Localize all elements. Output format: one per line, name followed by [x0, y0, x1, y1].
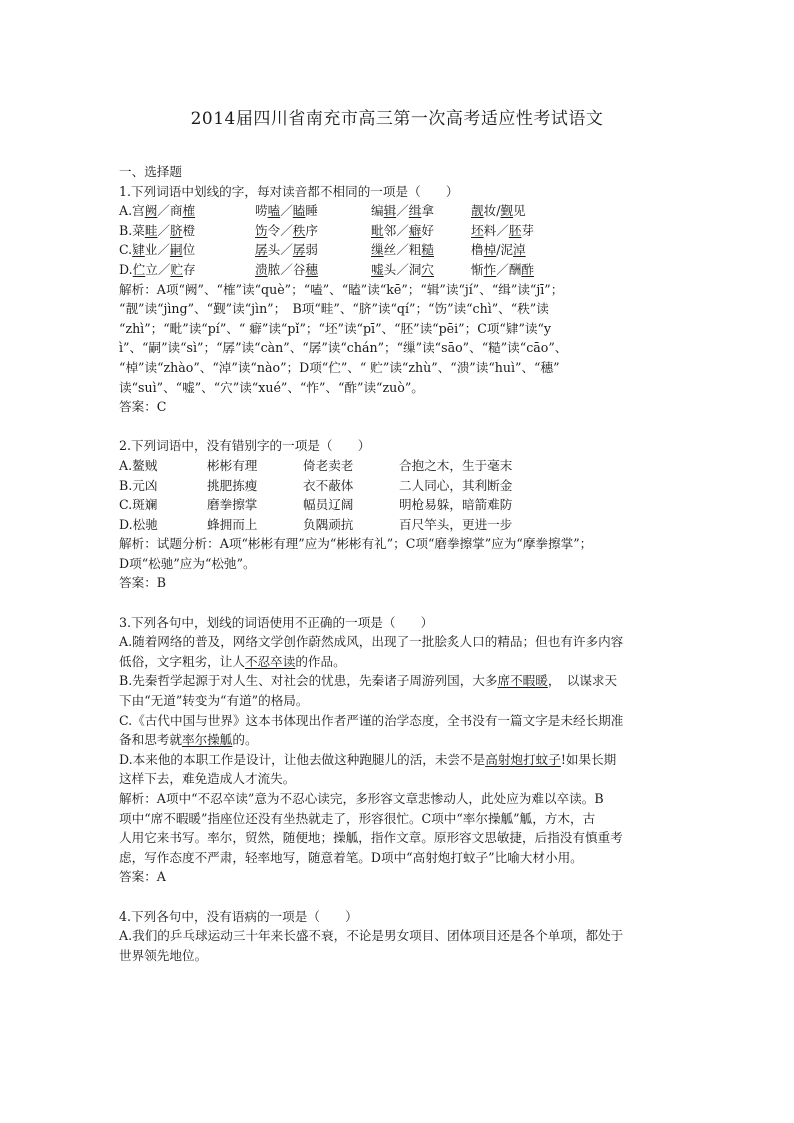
q3-option-c-line: 备和思考就率尔操觚的。 — [119, 732, 258, 748]
underlined-phrase: 率尔操觚 — [181, 732, 233, 748]
page-title: 2014届四川省南充市高三第一次高考适应性考试语文 — [190, 109, 604, 129]
q1-answer: 答案：C — [119, 399, 167, 415]
q2-option-c: C.斑斓 磨拳擦掌 幅员辽阔 明枪易躲，暗箭难防 — [119, 497, 513, 513]
q3-analysis-line: 解析：A项中“不忍卒读”意为不忍心读完，多形容文章悲惨动人，此处应为难以卒读。B — [119, 791, 604, 806]
question-2-stem: 2.下列词语中，没有错别字的一项是（ ） — [119, 438, 371, 454]
question-1-stem: 1.下列词语中划线的字，每对读音都不相同的一项是（ ） — [119, 183, 459, 199]
q2-option-a: A.鳌贼 彬彬有理 倚老卖老 合抱之木，生于毫末 — [119, 457, 513, 473]
underlined-phrase: 席不暇暖 — [497, 673, 548, 689]
q3-answer: 答案：A — [119, 869, 166, 885]
q2-option-d: D.松驰 蜂拥而上 负隅顽抗 百尺竿头，更进一步 — [119, 516, 513, 532]
question-3-stem: 3.下列各句中，划线的词语使用不正确的一项是（ ） — [119, 614, 434, 630]
q1-analysis-line: 解析：A项“阙”、“榷”读“què”；“嗑”、“瞌”读“kē”；“辑”读“jí”、“缉”读“jī”； — [119, 281, 564, 297]
q1-analysis-line: ì”、“嗣”读“sì”；“孱”读“càn”、“孱”读“chán”；“缫”读“sāo”、“糙”读“cāo”、 — [119, 340, 568, 356]
section-heading: 一、选择题 — [119, 164, 182, 179]
document-body — [119, 162, 679, 965]
question-4-stem: 4.下列各句中，没有语病的一项是（ ） — [119, 908, 358, 924]
q3-option-d-line: D.本来他的本职工作是设计，让他去做这种跑腿儿的活，未尝不是高射炮打蚊子!如果长期 — [119, 751, 617, 767]
q1-analysis-line: 读“suì”、“嘘”、“穴”读“xué”、“怍”、“酢”读“zuò”。 — [119, 379, 424, 395]
underlined-phrase: 高射炮打蚊子 — [485, 751, 561, 767]
q1-option-c: C.肄业／嗣位 孱头／孱弱 缫丝／粗糙 橹棹/泥淖 — [119, 242, 526, 258]
q2-option-b: B.元凶 挑肥拣瘦 衣不蔽体 二人同心，其利断金 — [119, 477, 513, 493]
q3-option-a-line: 低俗，文字粗劣，让人不忍卒读的作品。 — [119, 653, 346, 669]
q1-option-d: D.伫立／贮存 溃脓／谷穗 嘘头／洞穴 惭怍／酬酢 — [119, 261, 534, 277]
q2-analysis-line: D项“松驰”应为“松弛”。 — [119, 555, 256, 571]
q2-analysis-line: 解析：试题分析：A项“彬彬有理”应为“彬彬有礼”；C项“磨拳擦掌”应为“摩拳擦掌”； — [119, 536, 593, 552]
q3-analysis-line: 人用它来书写。率尔，贸然，随便地；操觚，指作文章。原形容文思敏捷，后指没有慎重考 — [119, 830, 623, 846]
q1-analysis-line: “靓”读“jìng”、“觐”读“jìn”； B项“畦”、“脐”读“qí”；“饬”读“chì”、“秩”读 — [119, 301, 549, 317]
q3-analysis-line: 虑，写作态度不严肃，轻率地写，随意着笔。D项中“高射炮打蚊子”比喻大材小用。 — [119, 849, 583, 865]
q4-option-a-line: 世界领先地位。 — [119, 947, 208, 963]
q2-answer: 答案：B — [119, 575, 167, 591]
q3-option-d-line: 这样下去，难免造成人才流失。 — [119, 771, 296, 787]
q1-analysis-line: “棹”读“zhào”、“淖”读“nào”；D项“伫”、“ 贮”读“zhù”、“溃”读“huì”、“穗” — [119, 359, 560, 375]
q1-option-b: B.菜畦／脐橙 饬令／秩序 毗邻／癖好 坯料／胚芽 — [119, 222, 534, 238]
underlined-phrase: 不忍卒读 — [244, 653, 296, 669]
q3-option-b-line: B.先秦哲学起源于对人生、对社会的忧患，先秦诸子周游列国，大多席不暇暖， 以谋求天 — [119, 673, 618, 689]
q3-option-c-line: C.《古代中国与世界》这本书体现出作者严谨的治学态度，全书没有一篇文字是未经长期准 — [119, 712, 624, 728]
q4-option-a-line: A.我们的乒乓球运动三十年来长盛不衰，不论是男女项目、团体项目还是各个单项，都处于 — [119, 928, 624, 944]
q1-analysis-line: “zhì”；“毗”读“pí”、“ 癖”读“pǐ”；“坯”读“pī”、“胚”读“pēi”；C项“肄”读“y — [119, 320, 552, 336]
q1-option-a: A.宫阙／商榷 唠嗑／瞌睡 编辑／缉拿 靓妆/觐见 — [119, 203, 526, 219]
q3-option-b-line: 下由“无道”转变为“有道”的格局。 — [119, 693, 309, 709]
q3-option-a-line: A.随着网络的普及，网络文学创作蔚然成风，出现了一批脍炙人口的精品；但也有许多内容 — [119, 634, 624, 650]
q3-analysis-line: 项中“席不暇暖”指座位还没有坐热就走了，形容很忙。C项中“率尔操觚”觚，方木，古 — [119, 810, 596, 826]
